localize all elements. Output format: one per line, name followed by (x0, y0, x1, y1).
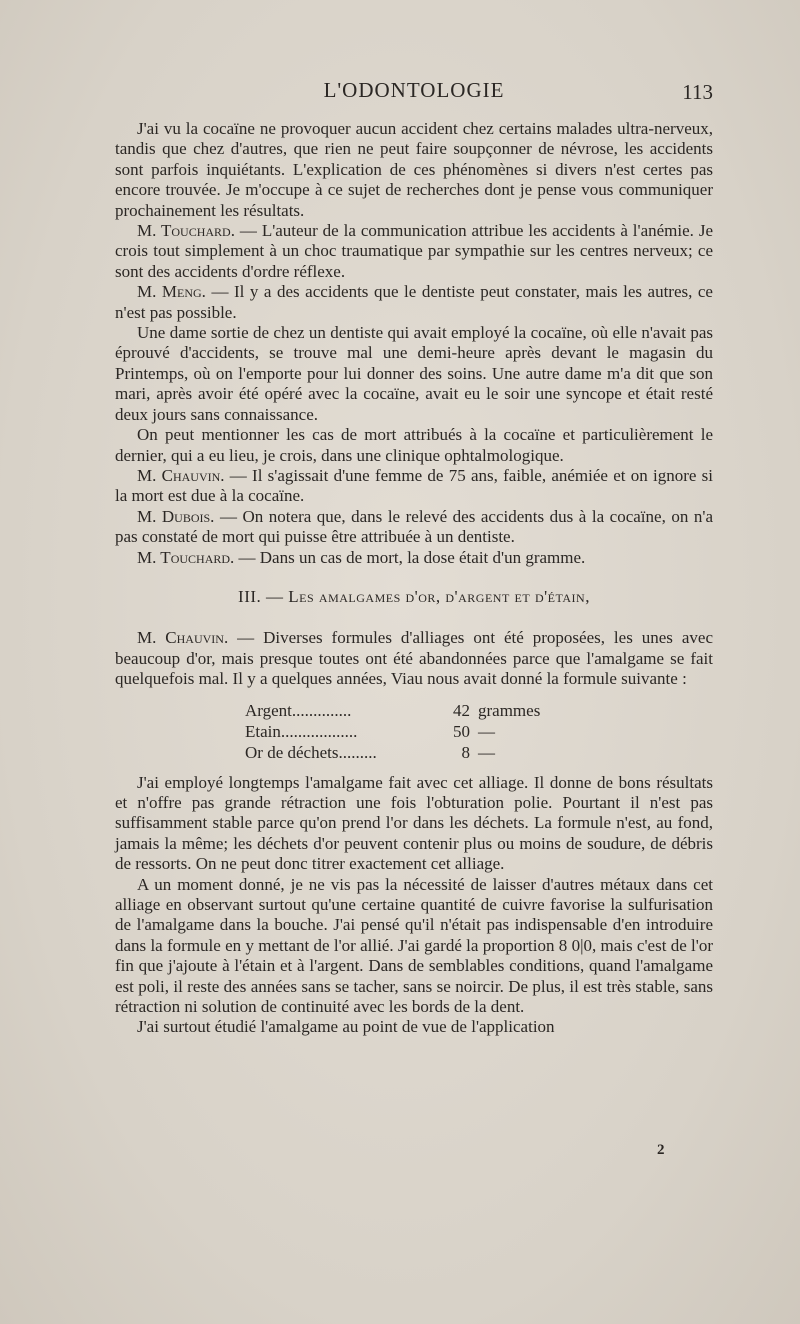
paragraph (115, 466, 713, 507)
paragraph (115, 548, 713, 568)
formula-unit: — (478, 721, 495, 741)
paragraph (115, 119, 713, 221)
paragraph (115, 282, 713, 323)
formula-row (245, 721, 545, 742)
paragraph (115, 628, 713, 689)
paragraph-text: — Il s'agissait d'une femme de 75 ans, faible, anémiée et on ignore si la mort est due à la cocaïne. (115, 465, 714, 506)
formula-ingredient: Argent.............. (245, 700, 352, 720)
page-header (115, 78, 713, 108)
paragraph-text: J'ai employé longtemps l'amalgame fait avec cet alliage. Il donne de bons résultats et n'offre pas grande rétraction une fois l'obturation polie. Pourtant il n'est pas suffisamment stable parce qu'on prend l'or dans les déchets. La formule n'est, au fond, jamais la même; les déchets d'or peuvent contenir plus ou moins de soudure, de débris de ressorts. On ne peut donc titrer exactement cet alliage. (115, 772, 713, 874)
formula-row (245, 700, 545, 721)
paragraph (115, 221, 713, 282)
section-heading: III. — Les amalgames d'or, d'argent et d'étain, (238, 586, 590, 606)
formula-quantity: 50 (453, 721, 470, 741)
paragraph-text: — Dans un cas de mort, la dose était d'un gramme. (234, 547, 586, 567)
speaker-name: M. Dubois. (137, 506, 215, 526)
paragraph-text: J'ai surtout étudié l'amalgame au point de vue de l'application (137, 1017, 555, 1037)
paragraph (115, 1017, 713, 1037)
formula-quantity: 42 (453, 700, 470, 720)
speaker-name: M. Touchard. (137, 547, 235, 567)
speaker-name: M. Chauvin. (137, 465, 225, 485)
formula-quantity: 8 (461, 742, 470, 762)
paragraph (115, 507, 713, 548)
paragraph-text: Une dame sortie de chez un dentiste qui avait employé la cocaïne, où elle n'avait pas éprouvé d'accidents, se trouve mal une demi-heure après devant le magasin du Printemps, où on l'emporte pour lui donner des soins. Une autre dame m'a dit que son mari, après avoir été opéré avec la cocaïne, avait eu le soir une syncope et était resté deux jours sans connaissance. (115, 323, 713, 424)
formula-ingredient: Or de déchets......... (245, 742, 377, 762)
formula-row (245, 742, 545, 763)
alloy-formula (245, 700, 545, 763)
paragraph (115, 773, 713, 875)
paragraph (115, 875, 713, 1018)
paragraph-text: — L'auteur de la communication attribue les accidents à l'anémie. Je crois tout simplement à un choc traumatique par sympathie sur les centres nerveux; ce sont des accidents d'ordre réflexe. (115, 221, 714, 281)
paragraph-text: — Diverses formules d'alliages ont été proposées, les unes avec beaucoup d'or, mais presque toutes ont été abandonnées parce que l'amalgame se fait quelquefois mal. Il y a quelques années, Viau nous avait donné la formule suivante : (115, 628, 714, 689)
page-number: 113 (682, 80, 713, 104)
body-text (115, 119, 713, 1038)
running-title: L'ODONTOLOGIE (323, 78, 505, 102)
paragraph-text: J'ai vu la cocaïne ne provoquer aucun accident chez certains malades ultra-nerveux, tandis que chez d'autres, que rien ne peut faire soupçonner de névrose, les accidents sont parfois inquiétants. L'explication de ces phénomènes si divers n'est certes pas encore trouvée. Je m'occupe à ce sujet de recherches dont je pense vous communiquer prochainement les résultats. (115, 119, 713, 220)
paragraph-text: A un moment donné, je ne vis pas la nécessité de laisser d'autres métaux dans cet alliage en observant surtout qu'une certaine quantité de cuivre favorise la sulfurisation de l'amalgame dans la bouche. J'ai pensé qu'il n'était pas indispensable d'en introduire dans la formule en y mettant de l'or allié. J'ai gardé la proportion 8 0|0, mais c'est de l'or fin que j'ajoute à l'étain et à l'argent. Dans de semblables conditions, quand l'amalgame est poli, il reste des années sans se tacher, sans se noircir. De plus, il est très stable, sans rétraction ni solution de continuité avec les bords de la dent. (115, 874, 713, 1017)
formula-ingredient: Etain.................. (245, 721, 358, 741)
paragraph-text: — Il y a des accidents que le dentiste peut constater, mais les autres, ce n'est pas possible. (115, 282, 713, 322)
paragraph (115, 323, 713, 425)
paragraph-text: — On notera que, dans le relevé des accidents dus à la cocaïne, on n'a pas constaté de mort qui puisse être attribuée à un dentiste. (115, 506, 713, 547)
speaker-name: M. Touchard. (137, 221, 235, 241)
signature-mark: 2 (657, 1142, 665, 1158)
speaker-name: M. Meng. (137, 282, 206, 302)
speaker-name: M. Chauvin. (137, 628, 229, 648)
paragraph (115, 425, 713, 466)
formula-unit: — (478, 742, 495, 762)
paragraph-text: On peut mentionner les cas de mort attribués à la cocaïne et particulièrement le dernier, qui a eu lieu, je crois, dans une clinique ophtalmologique. (115, 425, 713, 465)
formula-unit: grammes (478, 700, 541, 720)
